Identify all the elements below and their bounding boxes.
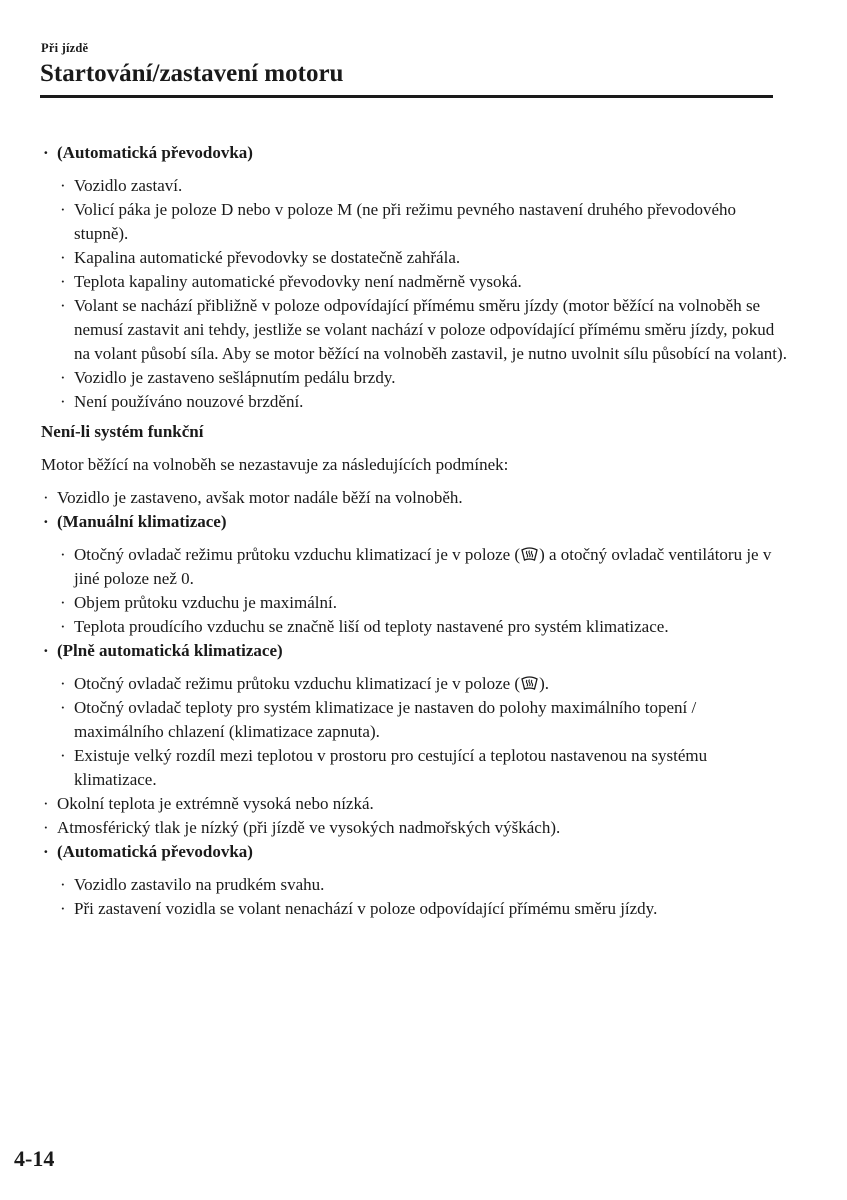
manual-ac-heading: · (Manuální klimatizace) [0,510,847,534]
page-content [0,141,847,921]
list-item: · Volant se nachází přibližně v poloze odpovídající přímému směru jízdy (motor běžící na volnoběh se nemusí zastavit ani tehdy, jestliže se volant nachází v poloze odpovídající přímému směru jízdy, pokud na volant působí síla. Aby se motor běžící na volnoběh zastavil, je nutno uvolnit sílu působící na volant). [0,294,847,366]
title-rule [40,95,773,98]
list-item [0,672,847,696]
nonfunctional-intro: Motor běžící na volnoběh se nezastavuje za následujících podmínek: [41,455,509,474]
list-item: · Vozidlo zastavilo na prudkém svahu. [0,873,847,897]
list-item: · Existuje velký rozdíl mezi teplotou v prostoru pro cestující a teplotou nastavenou na systému klimatizace. [0,744,847,792]
page-number: 4-14 [14,1146,55,1171]
full-auto-ac-heading: · (Plně automatická klimatizace) [0,639,847,663]
nonfunctional-heading: Není-li systém funkční [41,422,204,441]
windshield-defroster-icon [520,674,539,692]
list-item: · Objem průtoku vzduchu je maximální. [0,591,847,615]
list-item-text: Otočný ovladač režimu průtoku vzduchu klimatizací je v poloze ( [74,545,521,564]
auto-transmission-heading: · (Automatická převodovka) [0,141,847,165]
auto-transmission-heading-2: · (Automatická převodovka) [0,840,847,864]
list-item-text: ) a otočný ovladač ventilátoru je v jiné poloze než 0. [74,545,772,588]
list-item: · Atmosférický tlak je nízký (při jízdě ve vysokých nadmořských výškách). [0,816,847,840]
list-item: · Při zastavení vozidla se volant nenachází v poloze odpovídající přímému směru jízdy. [0,897,847,921]
list-item: · Otočný ovladač teploty pro systém klimatizace je nastaven do polohy maximálního topení / maximálního chlazení (klimatizace zapnuta). [0,696,847,744]
page-title: Startování/zastavení motoru [40,60,344,87]
list-item: · Vozidlo je zastaveno, avšak motor nadále běží na volnoběh. [0,486,847,510]
list-item: · Teplota kapaliny automatické převodovky není nadměrně vysoká. [0,270,847,294]
list-item-text: Otočný ovladač režimu průtoku vzduchu klimatizací je v poloze ( [74,674,521,693]
list-item: · Vozidlo zastaví. [0,174,847,198]
section-label: Při jízdě [41,41,89,55]
list-item: · Není používáno nouzové brzdění. [0,390,847,414]
list-item [0,543,847,591]
list-item-text: ). [539,674,550,693]
list-item: · Kapalina automatické převodovky se dostatečně zahřála. [0,246,847,270]
windshield-defroster-icon [520,545,539,563]
list-item: · Vozidlo je zastaveno sešlápnutím pedálu brzdy. [0,366,847,390]
list-item: · Teplota proudícího vzduchu se značně liší od teploty nastavené pro systém klimatizace. [0,615,847,639]
list-item: · Okolní teplota je extrémně vysoká nebo nízká. [0,792,847,816]
list-item: · Volicí páka je poloze D nebo v poloze M (ne při režimu pevného nastavení druhého převodového stupně). [0,198,847,246]
